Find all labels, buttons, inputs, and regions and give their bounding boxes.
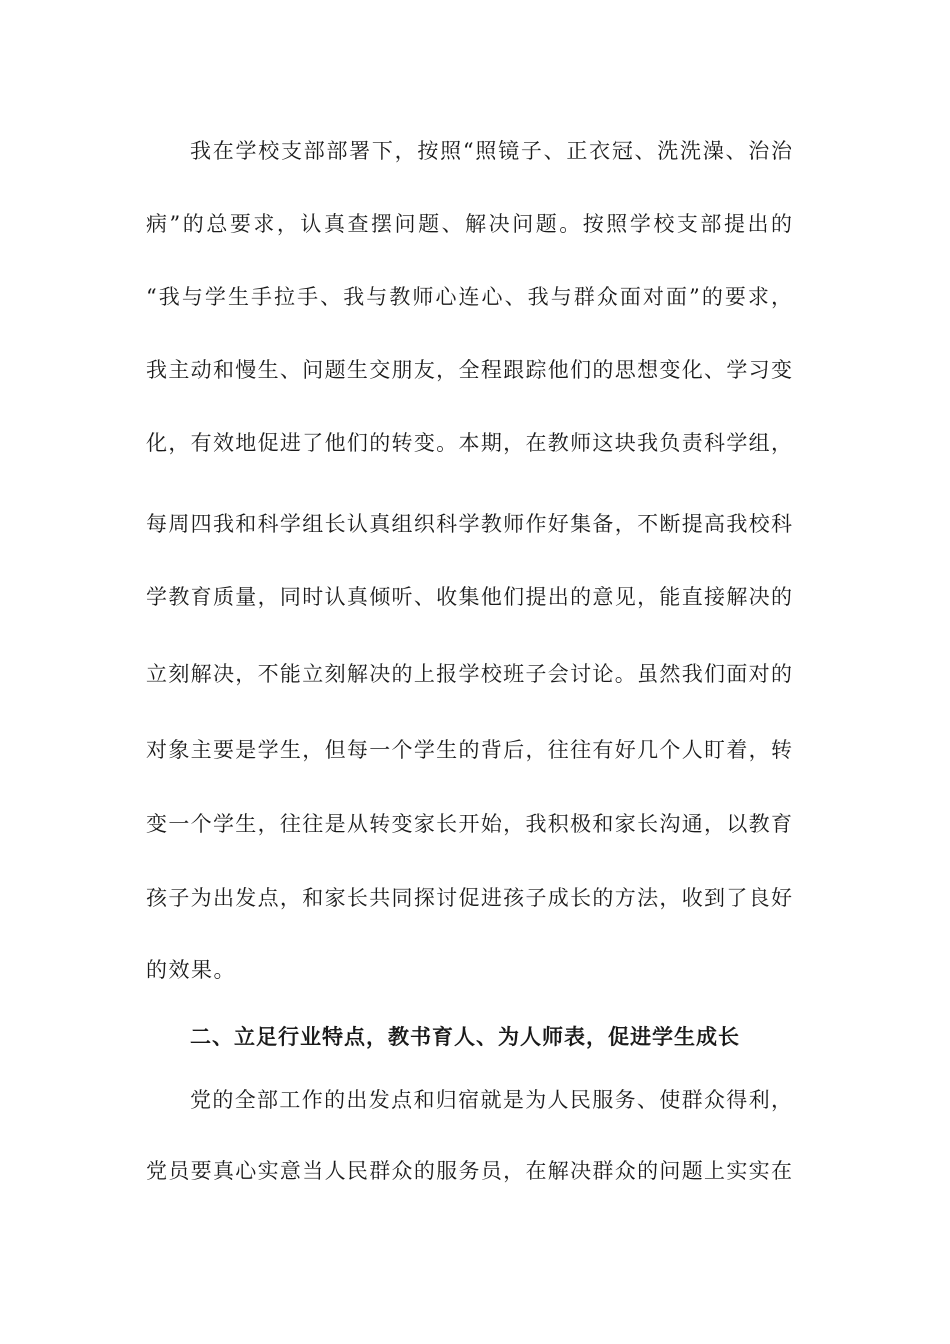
paragraph-1-line-1: 我在学校支部部署下，按照“照镜子、正衣冠、洗洗澡、治治 xyxy=(190,139,792,163)
paragraph-2-line-1: 党的全部工作的出发点和归宿就是为人民服务、使群众得利， xyxy=(190,1088,792,1112)
paragraph-1-line-5: 化，有效地促进了他们的转变。本期，在教师这块我负责科学组， xyxy=(146,431,792,455)
paragraph-1-line-11: 孩子为出发点，和家长共同探讨促进孩子成长的方法，收到了良好 xyxy=(146,886,792,910)
paragraph-1-line-12: 的效果。 xyxy=(146,958,236,982)
paragraph-1-line-10: 变一个学生，往往是从转变家长开始，我积极和家长沟通，以教育 xyxy=(146,812,792,836)
paragraph-1-line-7: 学教育质量，同时认真倾听、收集他们提出的意见，能直接解决的 xyxy=(146,585,792,609)
section-heading-2: 二、立足行业特点，教书育人、为人师表，促进学生成长 xyxy=(190,1025,740,1049)
paragraph-1-line-4: 我主动和慢生、问题生交朋友，全程跟踪他们的思想变化、学习变 xyxy=(146,358,792,382)
paragraph-1-line-3: “我与学生手拉手、我与教师心连心、我与群众面对面”的要求， xyxy=(146,285,792,309)
paragraph-1-line-6: 每周四我和科学组长认真组织科学教师作好集备，不断提高我校科 xyxy=(146,512,792,536)
paragraph-1-line-9: 对象主要是学生，但每一个学生的背后，往往有好几个人盯着，转 xyxy=(146,738,792,762)
paragraph-1-line-8: 立刻解决，不能立刻解决的上报学校班子会讨论。虽然我们面对的 xyxy=(146,662,792,686)
paragraph-2-line-2: 党员要真心实意当人民群众的服务员，在解决群众的问题上实实在 xyxy=(146,1159,792,1183)
paragraph-1-line-2: 病”的总要求，认真查摆问题、解决问题。按照学校支部提出的 xyxy=(146,212,792,236)
